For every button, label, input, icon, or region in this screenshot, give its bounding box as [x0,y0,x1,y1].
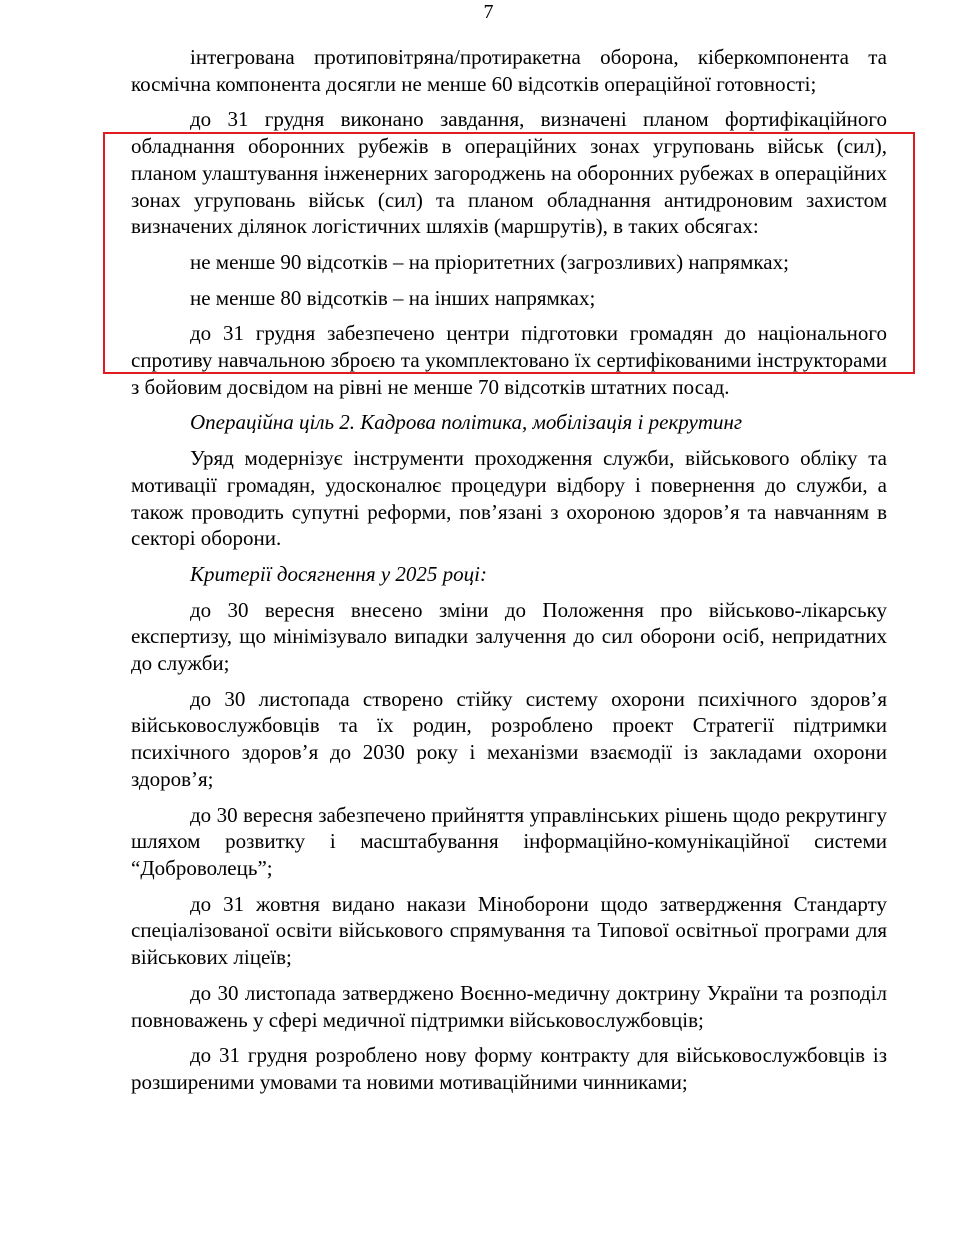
paragraph-medical-expertise: до 30 вересня внесено зміни до Положення про військово-лікарську експертизу, що мінімізувало випадки залучення до сил оборони осіб, непридатних до служби; [131,597,887,676]
section-heading-criteria-2025: Критерії досягнення у 2025 році: [190,561,487,586]
document-body [131,44,887,1105]
paragraph-government-modernizes: Уряд модернізує інструменти проходження служби, військового обліку та мотивації громадян, удосконалює процедури відбору і повернення до служби, а також проводить супутні реформи, пов’язані з охороною здоров’я та навчанням в секторі оборони. [131,446,887,551]
paragraph-military-education: до 31 жовтня видано накази Міноборони щодо затвердження Стандарту спеціалізованої освіти військового спрямування та Типової освітньої програми для військових ліцеїв; [131,891,887,970]
paragraph-priority-directions: не менше 90 відсотків – на пріоритетних (загрозливих) напрямках; [190,249,789,274]
paragraph-military-medical-doctrine: до 30 листопада затверджено Воєнно-медичну доктрину України та розподіл повноважень у сфері медичної підтримки військовослужбовців; [131,980,887,1032]
paragraph-other-directions: не менше 80 відсотків – на інших напрямках; [190,285,596,310]
section-heading-operational-goal-2: Операційна ціль 2. Кадрова політика, мобілізація і рекрутинг [190,410,743,435]
paragraph-fortification-tasks: до 31 грудня виконано завдання, визначені планом фортифікаційного обладнання оборонних рубежів в операційних зонах угруповань військ (сил), планом улаштування інженерних загороджень на оборонних рубежах в операційних зонах угруповань військ (сил) та планом обладнання антидроновим захистом визначених ділянок логістичних шляхів (маршрутів), в таких обсягах: [131,107,887,239]
paragraph-mental-health: до 30 листопада створено стійку систему охорони психічного здоров’я військовослужбовців та їх родин, розроблено проект Стратегії підтримки психічного здоров’я до 2030 року і механізми взаємодії із закладами охорони здоров’я; [131,686,887,791]
paragraph-recruiting-system: до 30 вересня забезпечено прийняття управлінських рішень щодо рекрутингу шляхом розвитку і масштабування інформаційно-комунікаційної системи “Доброволець”; [131,802,887,880]
paragraph-air-defense-readiness: інтегрована протиповітряна/протиракетна оборона, кіберкомпонента та космічна компонента досягли не менше 60 відсотків операційної готовності; [131,45,887,96]
paragraph-new-contract: до 31 грудня розроблено нову форму контракту для військовослужбовців із розширеними умовами та новими мотиваційними чинниками; [131,1043,887,1094]
paragraph-training-centers: до 31 грудня забезпечено центри підготовки громадян до національного спротиву навчальною зброєю та укомплектовано їх сертифікованими інструкторами з бойовим досвідом на рівні не менше 70 відсотків штатних посад. [131,321,887,399]
page-number: 7 [483,1,494,23]
